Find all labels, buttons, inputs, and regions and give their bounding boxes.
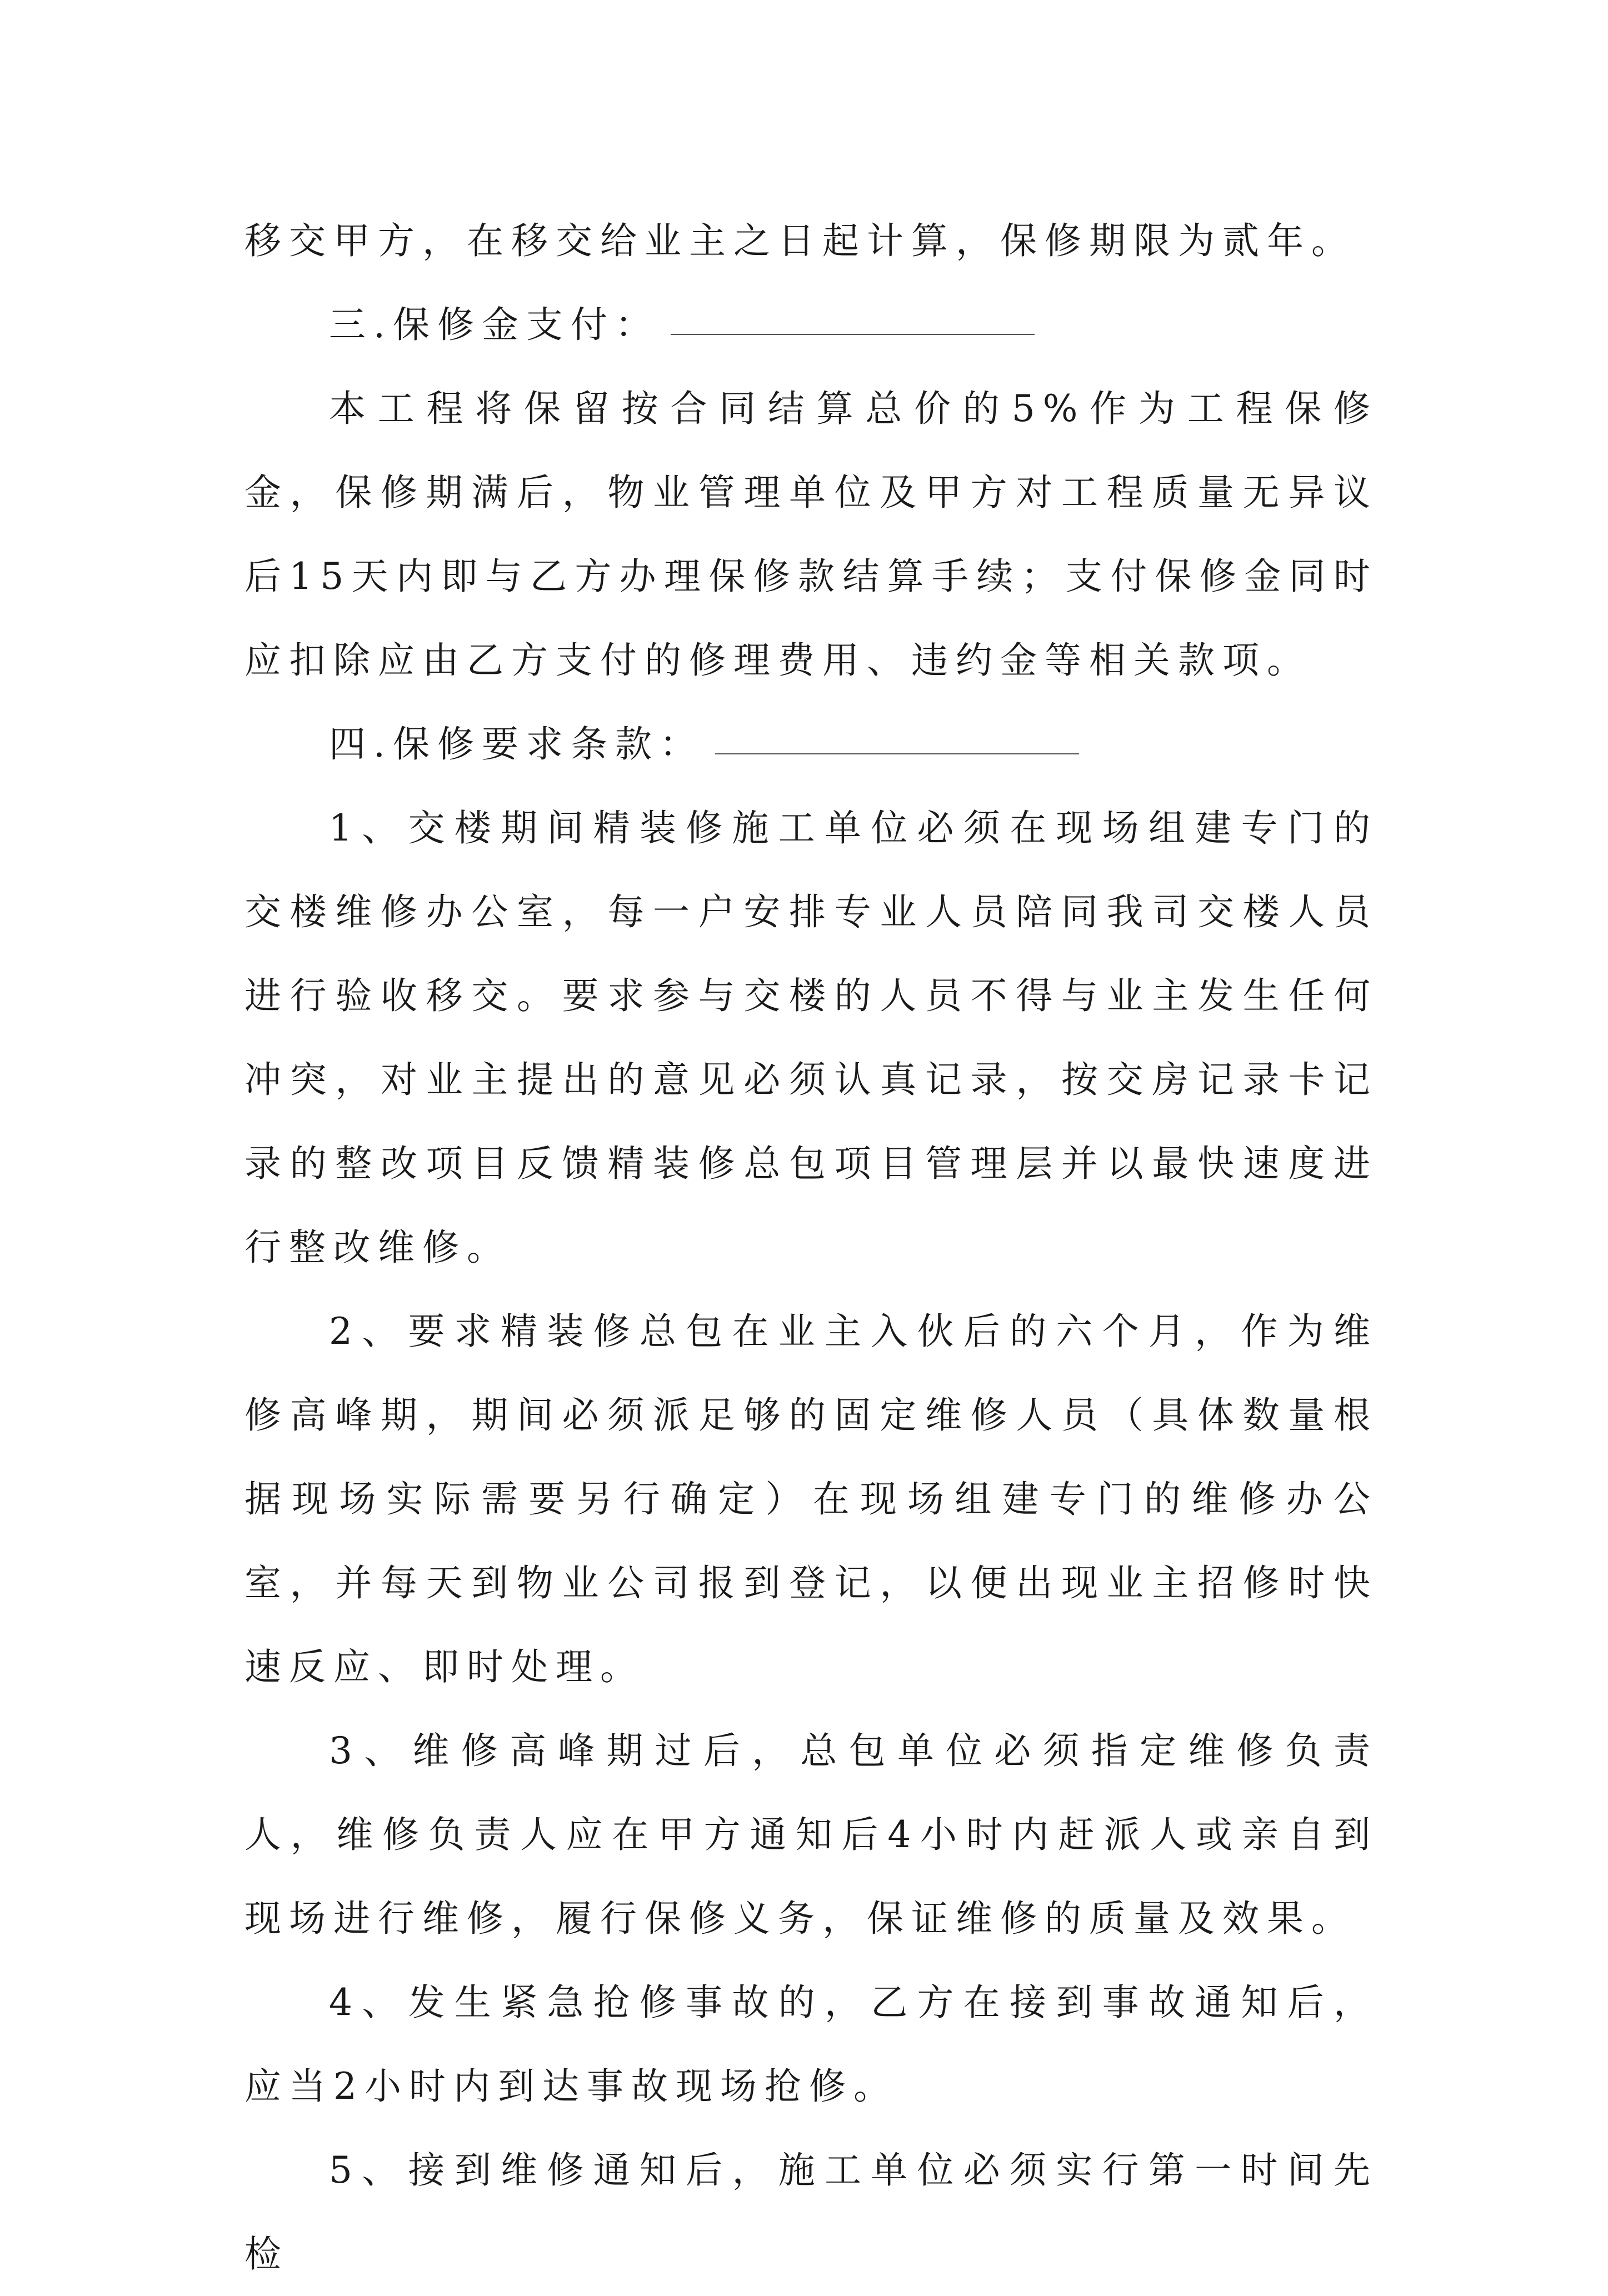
clause-item-5: 5、接到维修通知后，施工单位必须实行第一时间先检	[244, 2149, 1378, 2275]
paragraph-warranty-payment: 本工程将保留按合同结算总价的5%作为工程保修金，保修期满后，物业管理单位及甲方对工程质量无异议后15天内即与乙方办理保修款结算手续；支付保修金同时应扣除应由乙方支付的修理费用、违约金等相关款项。	[244, 387, 1378, 682]
clause-item-2: 2、要求精装修总包在业主入伙后的六个月，作为维修高峰期，期间必须派足够的固定维修人员（具体数量根据现场实际需要另行确定）在现场组建专门的维修办公室，并每天到物业公司报到登记，以便出现业主招修时快速反应、即时处理。	[244, 1310, 1378, 1688]
fill-in-blank-line	[671, 334, 1035, 335]
clause-item-4: 4、发生紧急抢修事故的，乙方在接到事故通知后，应当2小时内到达事故现场抢修。	[244, 1981, 1378, 2108]
section-heading-4-label: 四.保修要求条款：	[329, 723, 704, 766]
section-heading-3	[244, 283, 1378, 367]
section-heading-4	[244, 702, 1378, 786]
fill-in-blank-line	[715, 753, 1079, 754]
section-heading-3-label: 三.保修金支付：	[329, 303, 660, 346]
document-body	[244, 199, 1378, 2296]
clause-item-1: 1、交楼期间精装修施工单位必须在现场组建专门的交楼维修办公室，每一户安排专业人员陪同我司交楼人员进行验收移交。要求参与交楼的人员不得与业主发生任何冲突，对业主提出的意见必须认真记录，按交房记录卡记录的整改项目反馈精装修总包项目管理层并以最快速度进行整改维修。	[244, 807, 1378, 1269]
paragraph-handover-period: 移交甲方，在移交给业主之日起计算，保修期限为贰年。	[244, 219, 1356, 262]
clause-item-3: 3、维修高峰期过后，总包单位必须指定维修负责人，维修负责人应在甲方通知后4小时内赶派人或亲自到现场进行维修，履行保修义务，保证维修的质量及效果。	[244, 1729, 1378, 1940]
